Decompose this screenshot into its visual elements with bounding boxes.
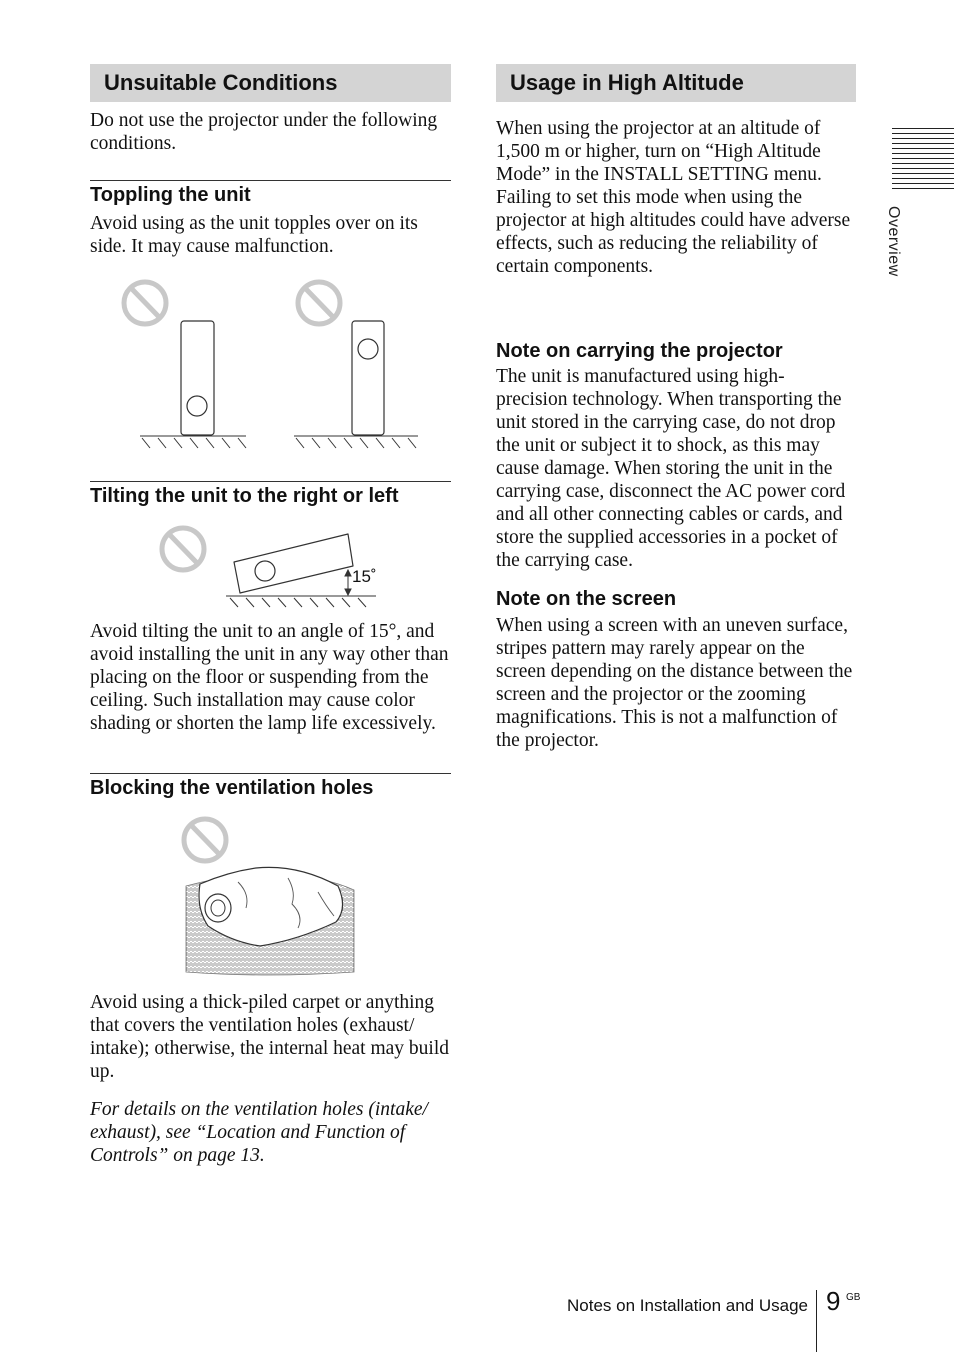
blocking-note: For details on the ventilation holes (intake/ exhaust), see “Location and Function of Controls” on page 13. (90, 1099, 428, 1166)
screen-title: Note on the screen (496, 588, 677, 610)
floor-hatch (226, 596, 376, 607)
section-heading-unsuitable-conditions: Unsuitable Conditions (90, 64, 451, 102)
section-heading-high-altitude: Usage in High Altitude (496, 64, 856, 102)
side-tab-label: Overview (885, 206, 902, 277)
prohibited-icon (298, 282, 340, 324)
page-suffix: GB (846, 1292, 861, 1303)
tilt-angle-label: 15˚ (352, 567, 377, 586)
prohibited-icon (124, 282, 166, 324)
carrying-title: Note on carrying the projector (496, 340, 783, 362)
page-number: 9 (826, 1286, 841, 1316)
prohibited-icon (162, 528, 204, 570)
unsuitable-intro: Do not use the projector under the following conditions. (90, 110, 438, 154)
tilting-title: Tilting the unit to the right or left (90, 481, 451, 508)
footer-divider (816, 1290, 817, 1352)
high-altitude-text: When using the projector at an altitude of 1,500 m or higher, turn on “High Altitude Mode” in the INSTALL SETTING menu. Failing to set this mode when using the projector at high altitudes could have adverse effects, such as reducing the reliability of certain components. (496, 118, 851, 277)
projector-upright-icon (352, 321, 384, 435)
toppling-text: Avoid using as the unit topples over on its side. It may cause malfunction. (90, 213, 418, 257)
projector-upright-icon (181, 321, 214, 435)
screen-text: When using a screen with an uneven surface, stripes pattern may rarely appear on the screen depending on the distance between the screen and the projector or the zooming magnifications. This is not a malfunction of the projector. (496, 615, 853, 751)
blocking-text: Avoid using a thick-piled carpet or anything that covers the ventilation holes (exhaust/ intake); otherwise, the internal heat may build up. (90, 992, 450, 1082)
floor-hatch (294, 436, 418, 448)
carrying-text: The unit is manufactured using high-precision technology. When transporting the unit stored in the carrying case, do not drop the unit or subject it to shock, as this may cause damage. When storing the unit in the carrying case, disconnect the AC power cord and all other connecting cables or cards, and store the supplied accessories in a pocket of the carrying case. (496, 366, 846, 571)
prohibited-icon (184, 819, 226, 861)
tilting-text: Avoid tilting the unit to an angle of 15°, and avoid installing the unit in any way other than placing on the floor or suspending from the ceiling. Such installation may cause color shading or shorten the lamp life excessively. (90, 621, 449, 734)
toppling-title: Toppling the unit (90, 180, 451, 207)
angle-marker (345, 570, 351, 595)
projector-tilted-icon (234, 534, 353, 593)
footer-section-name: Notes on Installation and Usage (567, 1296, 808, 1315)
toppling-figure (118, 278, 418, 458)
blocking-title: Blocking the ventilation holes (90, 773, 451, 800)
floor-hatch (140, 436, 246, 448)
blocking-figure (178, 812, 368, 982)
